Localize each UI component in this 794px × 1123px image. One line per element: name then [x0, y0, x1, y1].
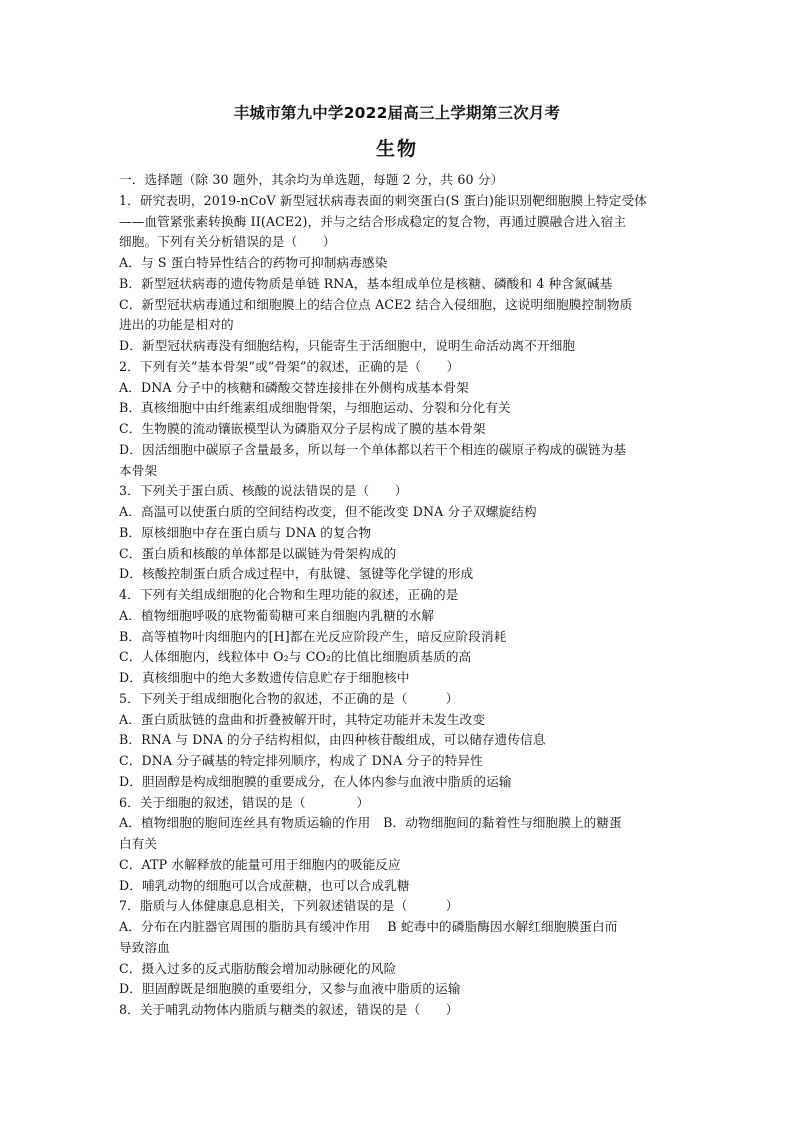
answer-option: A．植物细胞呼吸的底物葡萄糖可来自细胞内乳糖的水解: [119, 607, 435, 623]
answer-option: D．真核细胞中的绝大多数遗传信息贮存于细胞核中: [119, 670, 410, 685]
answer-option: B．新型冠状病毒的遗传物质是单链 RNA，基本组成单位是核糖、磷酸和 4 种含氮碱基: [119, 275, 613, 291]
answer-option: D．新型冠状病毒没有细胞结构，只能寄生于活细胞中，说明生命活动离不开细胞: [119, 338, 576, 353]
section-heading: 一．选择题（除 30 题外，其余均为单选题，每题 2 分，共 60 分）: [119, 172, 504, 187]
exam-title: 丰城市第九中学2022届高三上学期第三次月考: [233, 104, 561, 122]
answer-option: D．哺乳动物的细胞可以合成蔗糖，也可以合成乳糖: [119, 877, 410, 893]
answer-option: D．胆固醇既是细胞膜的重要组分，又参与血液中脂质的运输: [119, 981, 461, 997]
subject-title: 生物: [375, 138, 418, 160]
answer-option: 本骨架: [119, 462, 158, 478]
answer-option: C．生物膜的流动镶嵌模型认为磷脂双分子层构成了膜的基本骨架: [119, 421, 486, 436]
answer-option: C．新型冠状病毒通过和细胞膜上的结合位点 ACE2 结合入侵细胞，这说明细胞膜控制物质: [119, 296, 633, 312]
question-body: [119, 170, 689, 1021]
question-text: 4．下列有关组成细胞的化合物和生理功能的叙述，正确的是: [119, 587, 459, 602]
answer-option: D．因活细胞中碳原子含量最多，所以每一个单体都以若干个相连的碳原子构成的碳链为基: [119, 441, 627, 457]
answer-option: C．人体细胞内，线粒体中 O₂与 CO₂的比值比细胞质基质的高: [119, 649, 472, 665]
answer-option: C．蛋白质和核酸的单体都是以碳链为骨架构成的: [119, 545, 397, 561]
question-text: 5．下列关于组成细胞化合物的叙述，不正确的是（ ）: [119, 690, 459, 706]
answer-option: A．蛋白质肽链的盘曲和折叠被解开时，其特定功能并未发生改变: [119, 711, 486, 727]
question-text: 8．关于哺乳动物体内脂质与糖类的叙述，错误的是（ ）: [119, 1002, 459, 1017]
question-text: 细胞。下列有关分析错误的是（ ）: [119, 234, 336, 250]
answer-option: A．DNA 分子中的核糖和磷酸交替连接排在外侧构成基本骨架: [119, 379, 469, 395]
question-text: 1．研究表明，2019-nCoV 新型冠状病毒表面的刺突蛋白(S 蛋白)能识别靶细胞膜上特定受体: [119, 192, 647, 208]
question-text: 3．下列关于蛋白质、核酸的说法错误的是（ ）: [119, 483, 408, 499]
answer-option: B．RNA 与 DNA 的分子结构相似，由四种核苷酸组成，可以储存遗传信息: [119, 732, 546, 748]
answer-option: C．DNA 分子碱基的特定排列顺序，构成了 DNA 分子的特异性: [119, 753, 483, 768]
answer-option: C．ATP 水解释放的能量可用于细胞内的吸能反应: [119, 856, 401, 872]
answer-option: 导致溶血: [119, 939, 170, 955]
answer-option: B．高等植物叶肉细胞内的[H]都在光反应阶段产生，暗反应阶段消耗: [119, 628, 507, 644]
answer-option: 白有关: [119, 836, 158, 851]
answer-option: A．与 S 蛋白特异性结合的药物可抑制病毒感染: [119, 255, 388, 270]
question-text: 2．下列有关“基本骨架”或“骨架”的叙述，正确的是（ ）: [119, 358, 460, 374]
question-text: ——血管紧张素转换酶 II(ACE2)，并与之结合形成稳定的复合物，再通过膜融合进入宿主: [119, 213, 627, 229]
answer-option: A．植物细胞的胞间连丝具有物质运输的作用 B．动物细胞间的黏着性与细胞膜上的糖蛋: [119, 815, 622, 831]
answer-option: A．高温可以使蛋白质的空间结构改变，但不能改变 DNA 分子双螺旋结构: [119, 504, 537, 519]
answer-option: C．摄入过多的反式脂肪酸会增加动脉硬化的风险: [119, 960, 397, 976]
answer-option: A．分布在内脏器官周围的脂肪具有缓冲作用 B 蛇毒中的磷脂酶因水解红细胞膜蛋白而: [119, 919, 618, 934]
question-text: 7．脂质与人体健康息息相关，下列叙述错误的是（ ）: [119, 898, 459, 914]
answer-option: D．胆固醇是构成细胞膜的重要成分，在人体内参与血液中脂质的运输: [119, 773, 512, 789]
question-text: 6．关于细胞的叙述，错误的是（ ）: [119, 794, 370, 810]
answer-option: D．核酸控制蛋白质合成过程中，有肽键、氢键等化学键的形成: [119, 566, 474, 582]
answer-option: B．真核细胞中由纤维素组成细胞骨架，与细胞运动、分裂和分化有关: [119, 400, 511, 416]
answer-option: 进出的功能是相对的: [119, 317, 234, 333]
answer-option: B．原核细胞中存在蛋白质与 DNA 的复合物: [119, 524, 372, 540]
